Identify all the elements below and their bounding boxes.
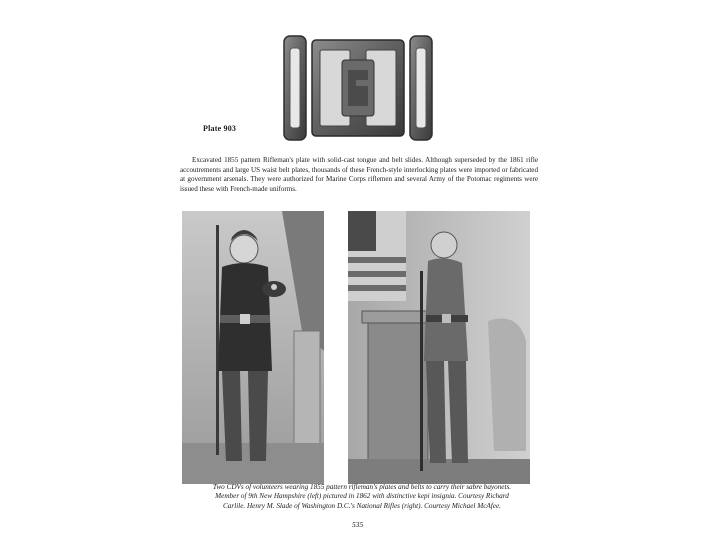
plate-label: Plate 903	[203, 124, 237, 133]
photos-caption: Two CDVs of volunteers wearing 1855 pattern rifleman's plates and belts to carry their sabre bayonets. Member of 9th New Hampshire (left) pictured in 1862 with distinctive kepi insignia. Courtesy Richard Carlile. Henry M. Slade of Washington D.C.'s National Rifles (right). Courtesy Michael McAfee.	[212, 483, 512, 510]
left-soldier-photo	[182, 211, 324, 484]
page-number: 535	[352, 520, 364, 529]
plate-description: Excavated 1855 pattern Rifleman's plate with solid-cast tongue and belt slides. Although superseded by the 1861 rifle accoutrements and large US waist belt plates, thousands of these French-style interlocking plates were imported or fabricated at government arsenals. They were authorized for Marine Corps riflemen and several Army of the Potomac regiments were issued these with French-made uniforms.	[180, 156, 538, 193]
right-soldier-photo	[348, 211, 530, 484]
belt-plate-photo	[276, 30, 440, 146]
